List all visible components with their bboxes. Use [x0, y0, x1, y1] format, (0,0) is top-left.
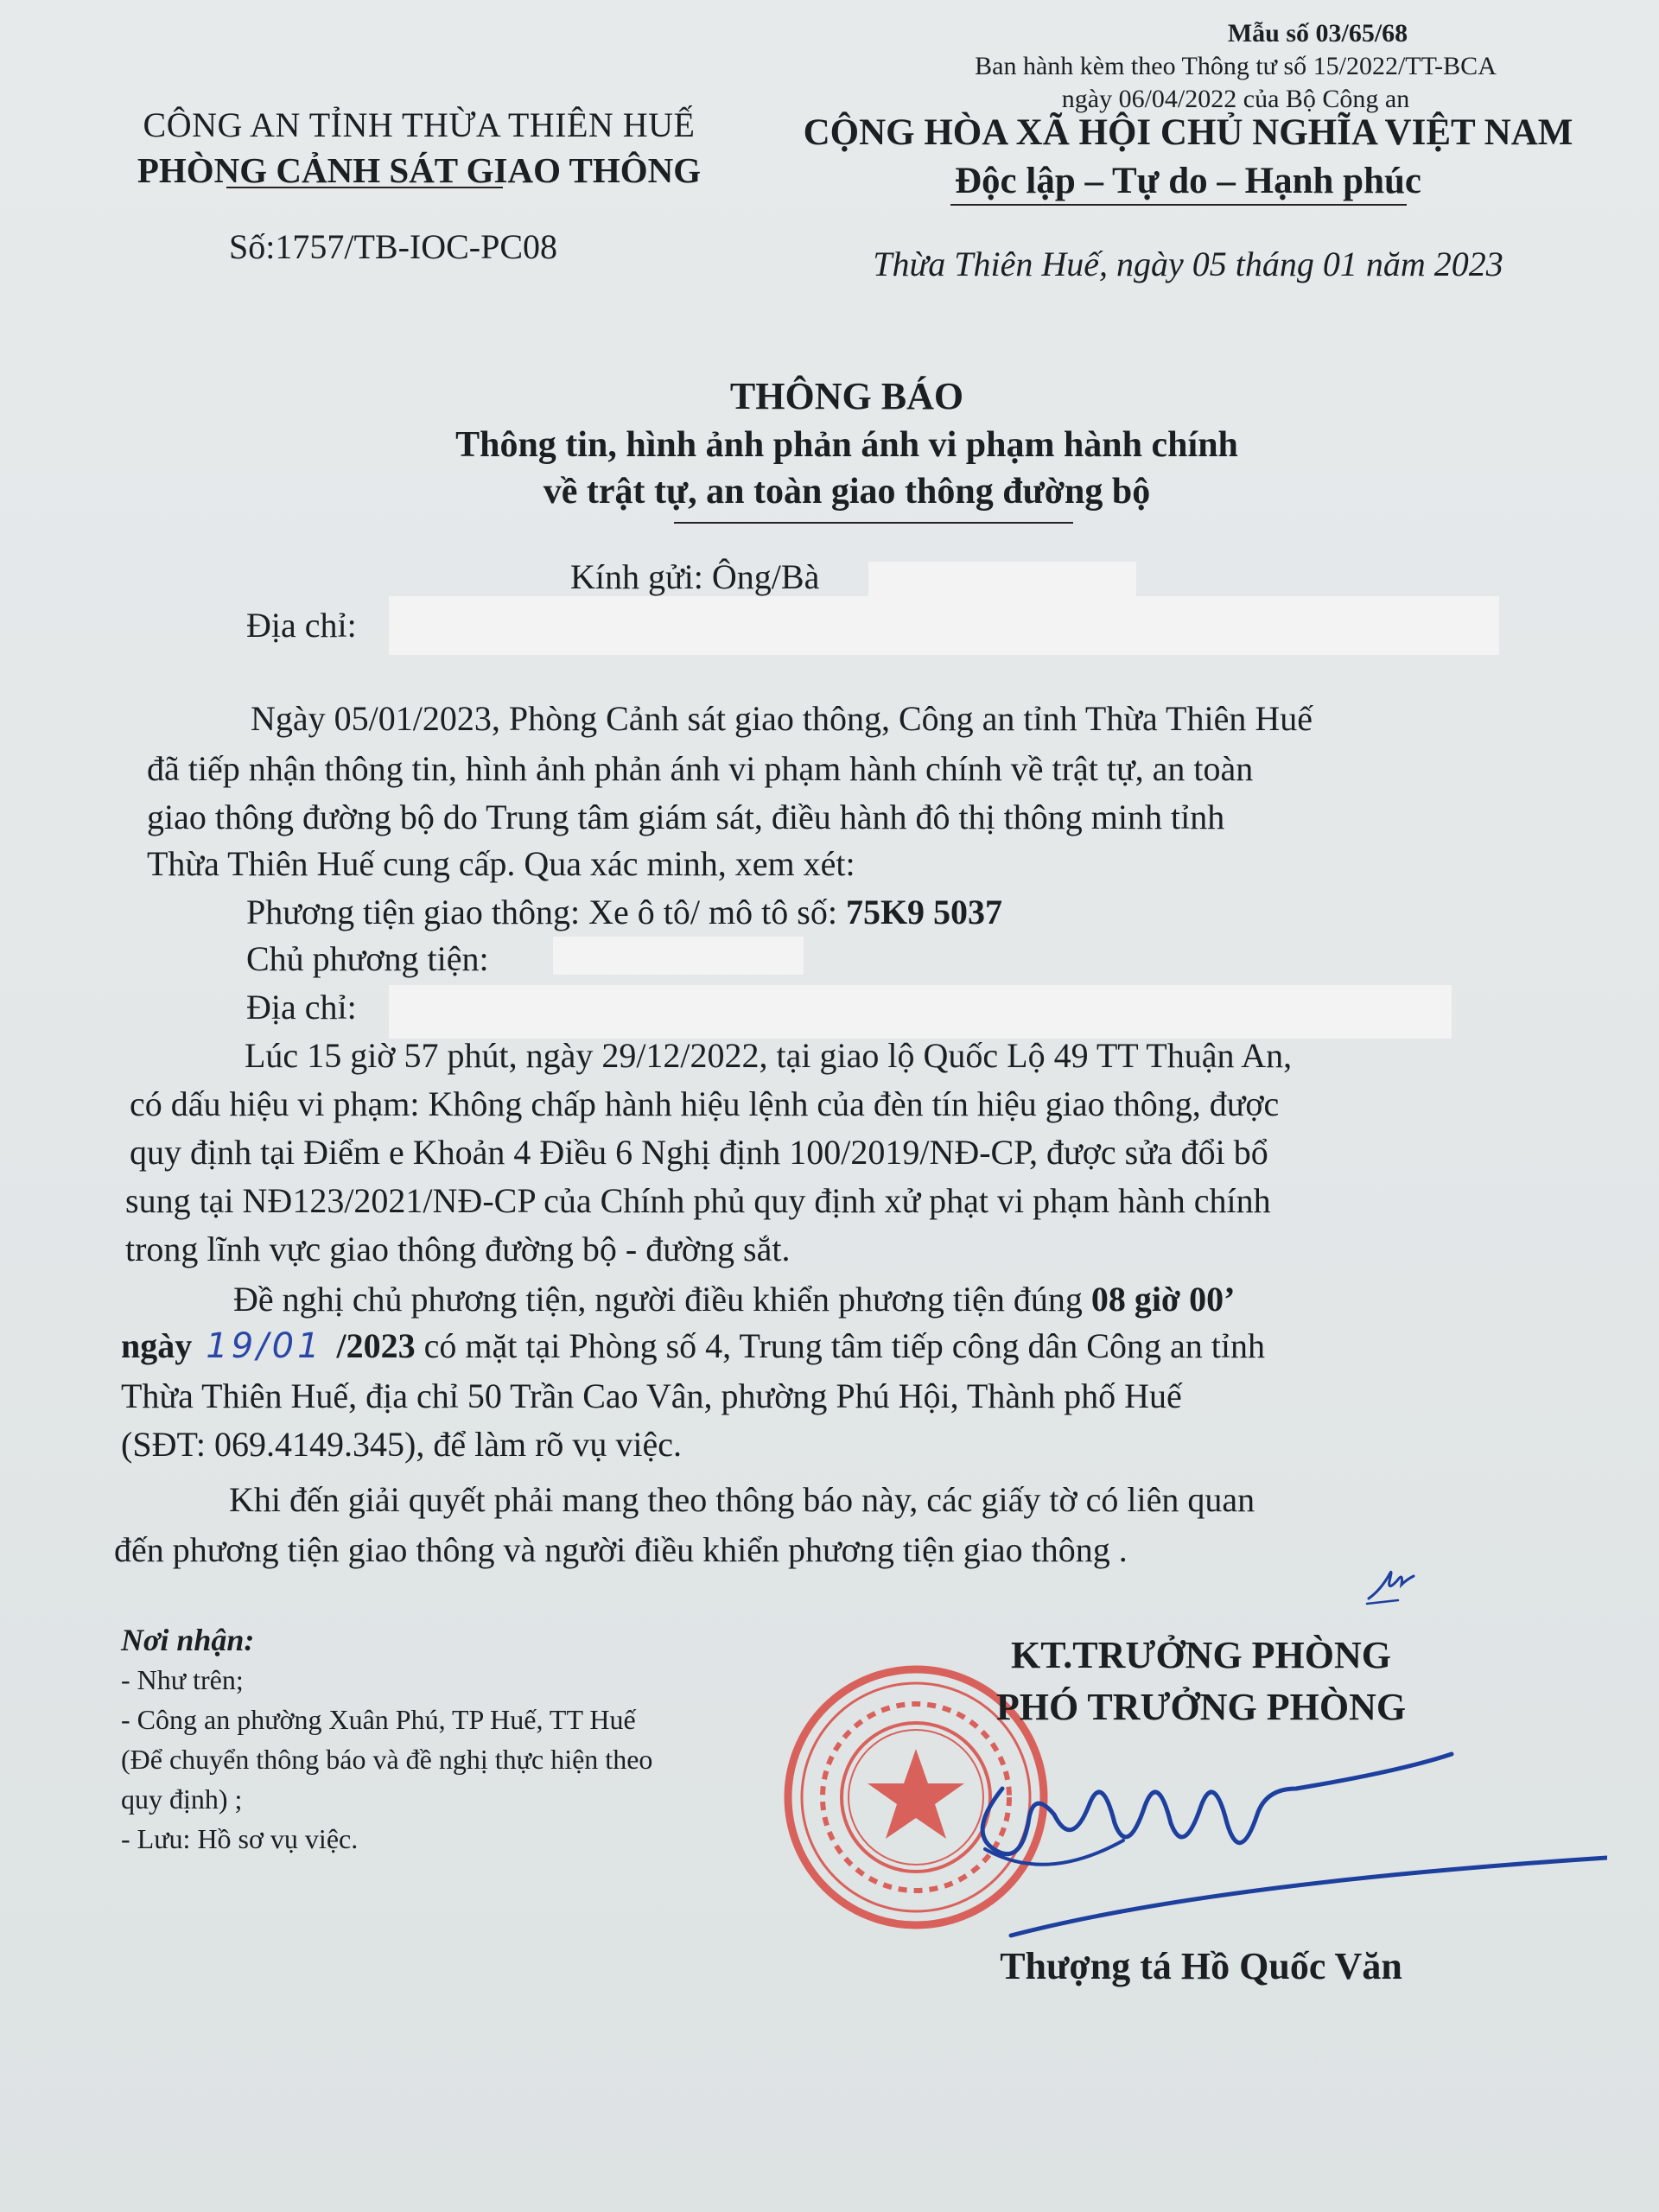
redacted-owner — [553, 937, 804, 975]
initials-mark — [1363, 1555, 1424, 1607]
issued-line-2: ngày 06/04/2022 của Bộ Công an — [1061, 85, 1410, 113]
national-motto: Độc lập – Tự do – Hạnh phúc — [955, 161, 1421, 201]
title-underline — [674, 522, 1073, 524]
redacted-owner-address — [389, 985, 1452, 1039]
recipient-item: - Như trên; — [121, 1664, 244, 1695]
recipient-item: - Công an phường Xuân Phú, TP Huế, TT Huế — [121, 1704, 636, 1735]
recipients-title: Nơi nhận: — [121, 1623, 255, 1657]
agency-underline — [226, 187, 503, 188]
p3-line-2 — [121, 1325, 1265, 1366]
document-number: Số:1757/TB-IOC-PC08 — [229, 227, 558, 266]
national-header — [752, 109, 1624, 206]
place-date: Thừa Thiên Huế, ngày 05 tháng 01 năm 2023 — [873, 245, 1503, 283]
vehicle-plate: 75K9 5037 — [845, 893, 1003, 931]
recipient-item: - Lưu: Hồ sơ vụ việc. — [121, 1823, 359, 1854]
title-block — [259, 372, 1434, 515]
p3-line-1 — [233, 1279, 1235, 1319]
handwritten-signature — [950, 1737, 1607, 1953]
motto-underline — [950, 204, 1407, 206]
signature-block — [899, 1630, 1503, 1733]
recipient-item: (Để chuyển thông báo và đề nghị thực hiện theo — [121, 1744, 653, 1775]
p4-line-2: đến phương tiện giao thông và người điều khiển phương tiện giao thông . — [114, 1530, 1128, 1569]
agency-parent: CÔNG AN TỈNH THỪA THIÊN HUẾ — [143, 105, 696, 144]
p2-line-1: Lúc 15 giờ 57 phút, ngày 29/12/2022, tại giao lộ Quốc Lộ 49 TT Thuận An, — [245, 1036, 1293, 1075]
p3-text-1: Đề nghị chủ phương tiện, người điều khiển phương tiện đúng — [233, 1280, 1091, 1319]
form-number: Mẫu số 03/65/68 — [1227, 19, 1408, 48]
p3-text-2: có mặt tại Phòng số 4, Trung tâm tiếp công dân Công an tỉnh — [415, 1326, 1265, 1365]
owner-address-label: Địa chỉ: — [246, 988, 357, 1027]
salutation: Kính gửi: Ông/Bà — [570, 557, 820, 596]
p2-line-5: trong lĩnh vực giao thông đường bộ - đường sắt. — [125, 1230, 791, 1268]
signer-position-1: KT.TRƯỞNG PHÒNG — [1011, 1634, 1391, 1676]
document-subtitle-1: Thông tin, hình ảnh phản ánh vi phạm hành chính — [455, 425, 1238, 465]
handwritten-date: 19/01 — [206, 1326, 323, 1366]
p2-line-4: sung tại NĐ123/2021/NĐ-CP của Chính phủ quy định xử phạt vi phạm hành chính — [125, 1181, 1271, 1220]
agency-header — [78, 104, 760, 194]
redacted-address — [389, 596, 1499, 655]
p2-line-2: có dấu hiệu vi phạm: Không chấp hành hiệu lệnh của đèn tín hiệu giao thông, được — [130, 1084, 1280, 1123]
p3-line-4: (SĐT: 069.4149.345), để làm rõ vụ việc. — [121, 1425, 683, 1464]
p1-line-3: giao thông đường bộ do Trung tâm giám sát, điều hành đô thị thông minh tỉnh — [147, 798, 1225, 836]
appointment-time: 08 giờ 00’ — [1090, 1280, 1236, 1319]
nation-name: CỘNG HÒA XÃ HỘI CHỦ NGHĨA VIỆT NAM — [803, 112, 1573, 153]
recipients-block — [121, 1620, 652, 1859]
redacted-name — [868, 562, 1136, 598]
owner-label: Chủ phương tiện: — [246, 939, 489, 978]
form-note — [933, 17, 1538, 116]
issued-line-1: Ban hành kèm theo Thông tư số 15/2022/TT-BCA — [975, 52, 1497, 80]
recipient-item: quy định) ; — [121, 1783, 243, 1815]
vehicle-line — [246, 892, 1002, 932]
p2-line-3: quy định tại Điểm e Khoản 4 Điều 6 Nghị định 100/2019/NĐ-CP, được sửa đổi bổ — [130, 1133, 1268, 1172]
signer-position-2: PHÓ TRƯỞNG PHÒNG — [995, 1686, 1407, 1728]
appointment-year: /2023 — [327, 1326, 416, 1365]
day-label: ngày — [121, 1326, 201, 1365]
vehicle-label: Phương tiện giao thông: Xe ô tô/ mô tô số: — [246, 893, 846, 931]
document-subtitle-2: về trật tự, an toàn giao thông đường bộ — [543, 472, 1151, 512]
p1-line-4: Thừa Thiên Huế cung cấp. Qua xác minh, xem xét: — [147, 844, 855, 883]
p1-line-1: Ngày 05/01/2023, Phòng Cảnh sát giao thông, Công an tỉnh Thừa Thiên Huế — [251, 699, 1313, 738]
document-title: THÔNG BÁO — [729, 375, 964, 417]
p1-line-2: đã tiếp nhận thông tin, hình ảnh phản ánh vi phạm hành chính về trật tự, an toàn — [147, 749, 1254, 788]
signer-name: Thượng tá Hồ Quốc Văn — [1000, 1945, 1402, 1987]
addressee-address-label: Địa chỉ: — [246, 606, 357, 645]
agency-name: PHÒNG CẢNH SÁT GIAO THÔNG — [137, 150, 702, 190]
p3-line-3: Thừa Thiên Huế, địa chỉ 50 Trần Cao Vân, phường Phú Hội, Thành phố Huế — [121, 1376, 1182, 1415]
p4-line-1: Khi đến giải quyết phải mang theo thông báo này, các giấy tờ có liên quan — [229, 1480, 1255, 1519]
